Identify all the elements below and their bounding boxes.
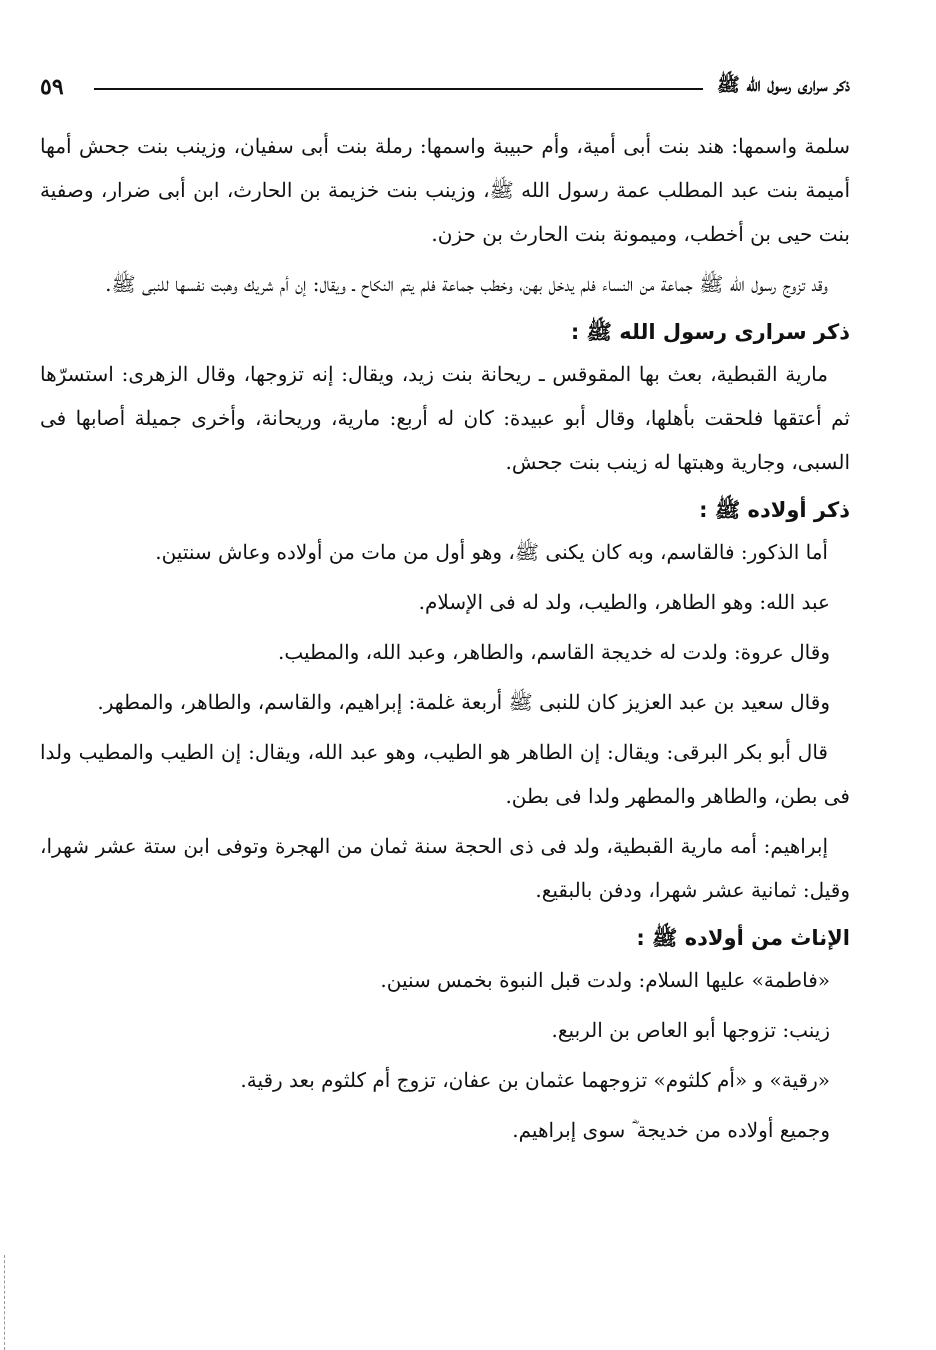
paragraph-male-children: أما الذكور: فالقاسم، وبه كان يكنى ﷺ، وهو أول من مات من أولاده وعاش سنتين. — [155, 540, 828, 564]
running-header — [40, 72, 850, 102]
scan-margin-marks — [4, 1255, 7, 1350]
running-title: ذكر سرارى رسول الله ﷺ — [716, 74, 850, 96]
paragraph-wives-continued: سلمة واسمها: هند بنت أبى أمية، وأم حبيبة واسمها: رملة بنت أبى سفيان، وزينب بنت جحش أمها أميمة بنت عبد المطلب عمة رسول الله ﷺ، وزينب بنت خزيمة بن الحارث، ابن أبى ضرار، وصفية بنت حيى بن أخطب، وميمونة بنت الحارث بن حزن. — [40, 134, 850, 246]
paragraph-ruqayya: «رقية» و «أم كلثوم» تزوجهما عثمان بن عفان، تزوج أم كلثوم بعد رقية. — [240, 1068, 830, 1092]
paragraph-ibrahim: إبراهيم: أمه مارية القبطية، ولد فى ذى الحجة سنة ثمان من الهجرة وتوفى ابن ستة عشر شهرا، وقيل: ثمانية عشر شهرا، ودفن بالبقيع. — [40, 834, 850, 902]
paragraph-barqi: قال أبو بكر البرقى: ويقال: إن الطاهر هو الطيب، وهو عبد الله، ويقال: إن الطيب والمطيب ولدا فى بطن، والطاهر والمطهر ولدا فى بطن. — [40, 740, 850, 808]
heading-daughters: الإناث من أولاده ﷺ : — [636, 926, 850, 950]
paragraph-zainab: زينب: تزوجها أبو العاص بن الربيع. — [551, 1018, 830, 1042]
paragraph-unconsummated-marriages: وقد تزوج رسول الله ﷺ جماعة من النساء فلم يدخل بهن، وخطب جماعة فلم يتم النكاح ـ ويقال: إن أم شريك وهبت نفسها للنبى ﷺ. — [105, 272, 828, 296]
book-page — [40, 62, 850, 1312]
paragraph-concubines: مارية القبطية، بعث بها المقوقس ـ ريحانة بنت زيد، ويقال: إنه تزوجها، وقال الزهرى: استسرّها ثم أعتقها فلحقت بأهلها، وقال أبو عبيدة: كان له أربع: مارية، وريحانة، وأخرى جميلة أصابها فى السبى، وجارية وهبتها له زينب بنت جحش. — [40, 362, 850, 474]
paragraph-all-children: وجميع أولاده من خديجة ؓ سوى إبراهيم. — [512, 1118, 830, 1142]
page-number: ٥٩ — [40, 74, 64, 100]
paragraph-urwa: وقال عروة: ولدت له خديجة القاسم، والطاهر، وعبد الله، والمطيب. — [278, 640, 830, 664]
paragraph-abdullah: عبد الله: وهو الطاهر، والطيب، ولد له فى الإسلام. — [418, 590, 830, 614]
heading-concubines: ذكر سرارى رسول الله ﷺ : — [570, 320, 850, 344]
paragraph-fatima: «فاطمة» عليها السلام: ولدت قبل النبوة بخمس سنين. — [380, 968, 830, 992]
paragraph-said: وقال سعيد بن عبد العزيز كان للنبى ﷺ أربعة غلمة: إبراهيم، والقاسم، والطاهر، والمطهر. — [97, 690, 830, 714]
page-body — [40, 124, 850, 1158]
heading-children: ذكر أولاده ﷺ : — [699, 498, 850, 522]
header-rule — [94, 88, 703, 90]
